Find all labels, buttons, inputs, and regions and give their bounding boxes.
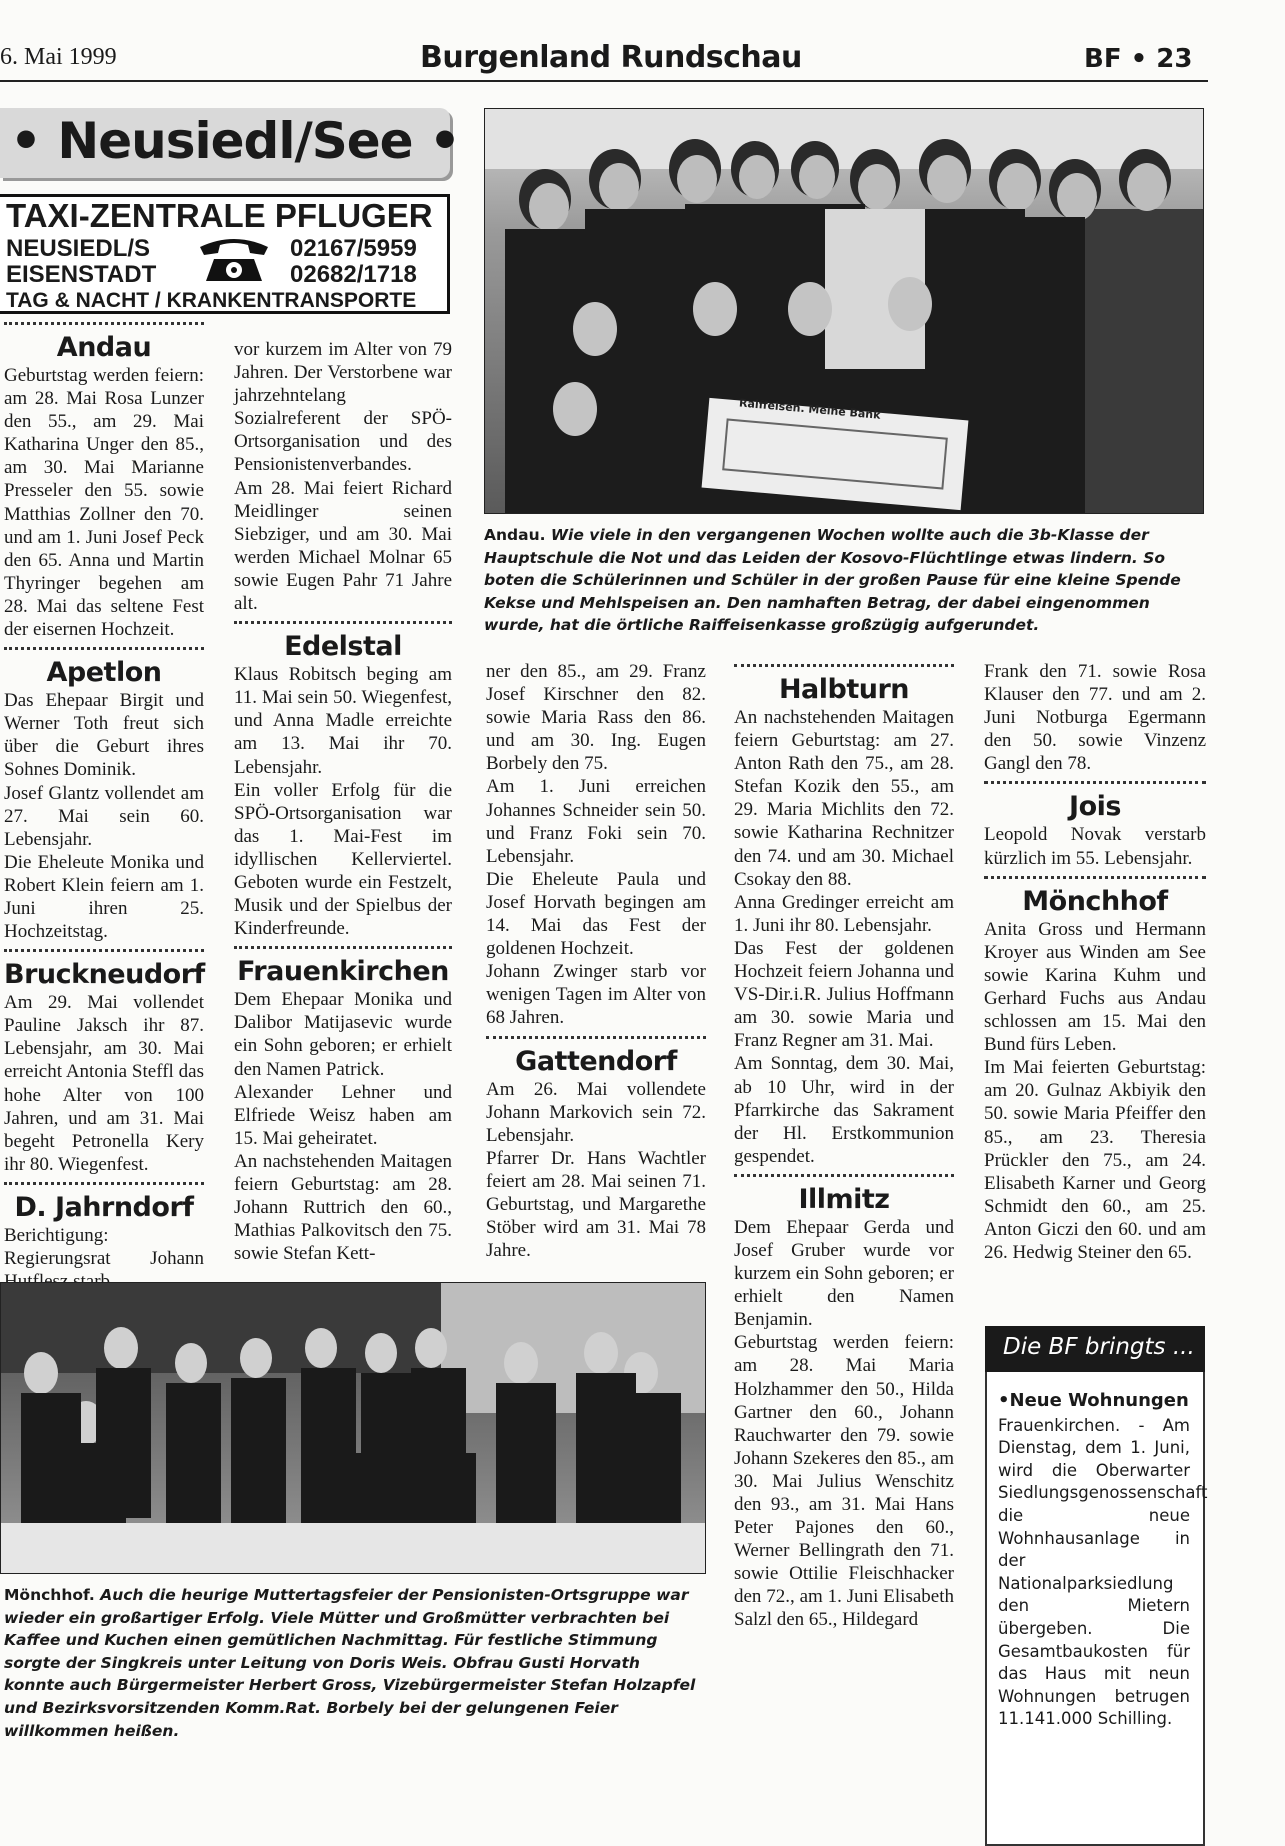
heading-frauenkirchen: Frauenkirchen [237, 956, 449, 988]
column-2 [234, 338, 452, 1265]
column-3 [486, 660, 706, 1262]
telephone-icon [196, 233, 272, 285]
divider [4, 647, 204, 650]
caption-andau [484, 524, 1206, 637]
caption-moenchhof [4, 1584, 704, 1742]
heading-bruckneudorf: Bruckneudorf [4, 959, 205, 991]
page-number: BF • 23 [1084, 44, 1193, 74]
ad-service-line: TAG & NACHT / KRANKENTRANSPORTE [6, 289, 417, 312]
photo-andau-class [484, 108, 1204, 514]
divider [734, 1174, 954, 1177]
heading-jois: Jois [1069, 791, 1121, 823]
divider [234, 621, 452, 624]
divider [234, 946, 452, 949]
photo-moenchhof-celebration [0, 1282, 706, 1574]
divider [984, 876, 1206, 879]
heading-apetlon: Apetlon [46, 657, 162, 689]
infobox-body [998, 1390, 1208, 1731]
ad-company-name: TAXI-ZENTRALE PFLUGER [6, 197, 433, 234]
text-gattendorf-2: Pfarrer Dr. Hans Wachtler feiert am 28. Mai seinen 71. Geburtstag, und Margarethe Stöber wird am 31. Mai 78 Jahre. [486, 1147, 706, 1262]
text-edelstal-1: Klaus Robitsch beging am 11. Mai sein 50. Wiegenfest, und Anna Madle erreichte am 13. Mai ihr 70. Lebensjahr. [234, 664, 452, 778]
text-d-jahrndorf: Berichtigung: Regierungsrat Johann [4, 1224, 204, 1269]
text-halbturn-3: Das Fest der goldenen Hochzeit feiern Johanna und VS-Dir.i.R. Julius Hoffmann am 30. sowie Maria und Franz Regner am 31. Mai. [734, 937, 954, 1052]
divider [486, 1036, 706, 1039]
header-rule [0, 80, 1208, 82]
text-frauenkirchen-1: Dem Ehepaar Monika und Dalibor Matijasevic wurde ein Sohn geboren; er erhielt den Namen Patrick. [234, 989, 452, 1080]
divider [984, 781, 1206, 784]
text-edelstal-2: Ein voller Erfolg für die SPÖ-Ortsorganisation war das 1. Mai-Fest im idyllischen Kellerviertel. Geboten wurde ein Festzelt, Musik und der Spielbus der Kinderfreunde. [234, 779, 452, 940]
check-bank-text: Raiffeisen. Meine Bank [738, 396, 882, 422]
column-4 [734, 660, 954, 1632]
ad-city-2: EISENSTADT [6, 261, 157, 288]
text-frauenkirchen-3: An nachstehenden Maitagen feiern Geburtstag: am 28. Johann Ruttrich den 60., Mathias Palkovitsch den 75. sowie Stefan Kett- [234, 1150, 452, 1265]
heading-gattendorf: Gattendorf [515, 1045, 677, 1077]
class-photo-illustration [485, 109, 1203, 513]
text-andau: Geburtstag werden feiern: am 28. Mai Rosa Lunzer den 55., am 29. Mai Katharina Unger den 85., am 30. Mai Marianne Presseler den 55. sowie Matthias Zollner den 70. und am 1. Juni Josef Peck den 65. Anna und Martin Thyringer begehen am 28. Mai das seltene Fest der eisernen Hochzeit. [4, 365, 204, 641]
text-illmitz-2: Geburtstag werden feiern: am 28. Mai Maria Holzhammer den 50., Hilda Gartner den 60., Johann Rauchwarter den 79. sowie Johann Szekeres den 85., am 30. Mai Julius Wenschitz den 93., am 31. Mai Hans Peter Pajones den 60., Werner Bellingrath den 71. sowie Ottilie Fleischhacker den 72., am 1. Juni Elisabeth Salzl den 65., Hildegard [734, 1332, 954, 1631]
text-moenchhof-2: Im Mai feierten Geburtstag: am 20. Gulnaz Akbiyik den 50. sowie Maria Pfeiffer den 85., am 23. Theresia Prückler den 75., am 24. Elisabeth Karner und Georg Schmidt den 60., am 25. Anton Giczi den 60. und am 26. Hedwig Steiner den 65. [984, 1057, 1206, 1263]
ad-city-1: NEUSIEDL/S [6, 235, 151, 262]
ad-phone-1: 02167/5959 [290, 235, 417, 262]
divider [4, 322, 204, 325]
text-frauenkirchen-4: Am 1. Juni erreichen Johannes Schneider sein 50. und Franz Foki sein 70. Lebensjahr. [486, 776, 706, 867]
text-halbturn-2: Anna Gredinger erreicht am 1. Juni ihr 80. Lebensjahr. [734, 891, 954, 936]
text-halbturn-1: An nachstehenden Maitagen feiern Geburtstag: am 27. Anton Rath den 75., am 28. Stefan Kozik den 55., am 29. Maria Michlits den 72. sowie Katharina Rechnitzer den 74. und am 30. Michael Csokay den 88. [734, 707, 954, 890]
heading-halbturn: Halbturn [778, 674, 910, 705]
caption-moenchhof-text: Auch die heurige Muttertagsfeier der Pensionisten-Ortsgruppe war wieder ein großartiger Erfolg. Viele Mütter und Großmütter verbrachten bei Kaffee und Kuchen einen gemütlichen Nachmittag. Für festliche Stimmung sorgte der Singkreis unter Leitung von Doris Weis. Obfrau Gusti Horvath konnte auch Bürgermeister Herbert Gross, Vizebürgermeister Stefan Holzapfel und Bezirksvorsitzenden Komm.Rat. Borbely bei der gelungenen Feier willkommen heißen. [4, 1586, 696, 1740]
text-apetlon-1: Das Ehepaar Birgit und Werner Toth freut sich über die Geburt ihres Sohnes Dominik. [4, 690, 204, 781]
divider [734, 664, 954, 667]
text-illmitz-cont: Frank den 71. sowie Rosa Klauser den 77. und am 2. Juni Notburga Egermann den 50. sowie Vinzenz Gangl den 78. [984, 661, 1206, 775]
text-frauenkirchen-5: Die Eheleute Paula und Josef Horvath begingen am 14. Mai das Fest der goldenen Hochzeit. [486, 868, 706, 960]
text-jahrndorf-cont: vor kurzem im Alter von 79 Jahren. Der Verstorbene war jahrzehntelang Sozialreferent der SPÖ-Ortsorganisation und des Pensionistenverbandes. [234, 339, 452, 476]
caption-moenchhof-lead: Mönchhof. [4, 1586, 95, 1604]
caption-andau-lead: Andau. [484, 526, 546, 544]
infobox-item-title: •Neue Wohnungen [998, 1390, 1189, 1411]
celebration-photo-illustration [1, 1283, 705, 1573]
text-moenchhof-1: Anita Gross und Hermann Kroyer aus Winden am See sowie Karina Kuhm und Gerhard Fuchs aus Andau schlossen am 15. Mai den Bund fürs Leben. [984, 918, 1206, 1056]
heading-moenchhof: Mönchhof [1022, 885, 1168, 917]
text-jois: Leopold Novak verstarb kürzlich im 55. Lebensjahr. [984, 824, 1206, 869]
taxi-advertisement [0, 194, 450, 314]
text-halbturn-4: Am Sonntag, dem 30. Mai, ab 10 Uhr, wird in der Pfarrkirche das Sakrament der Hl. Erstkommunion gespendet. [734, 1053, 954, 1167]
heading-andau: Andau [56, 332, 152, 363]
text-jahrndorf-birthdays: Am 28. Mai feiert Richard Meidlinger seinen Siebziger, und am 30. Mai werden Michael Molnar 65 sowie Eugen Pahr 71 Jahre alt. [234, 477, 452, 615]
text-apetlon-2: Josef Glantz vollendet am 27. Mai sein 60. Lebensjahr. [4, 782, 204, 850]
column-1 [4, 322, 204, 1293]
infobox-item-text: Frauenkirchen. - Am Dienstag, dem 1. Juni, wird die Oberwarter Siedlungsgenossenschaft die neue Wohnhausanlage in der Nationalparksiedlung den Mietern übergeben. Die Gesamtbaukosten für das Haus mit neun Wohnungen betrugen 11.141.000 Schilling. [998, 1415, 1208, 1729]
divider [4, 949, 204, 952]
heading-d-jahrndorf: D. Jahrndorf [14, 1191, 194, 1223]
text-frauenkirchen-6: Johann Zwinger starb vor wenigen Tagen im Alter von 68 Jahren. [486, 961, 706, 1029]
infobox-title: Die BF bringts ... [1003, 1334, 1195, 1360]
heading-edelstal: Edelstal [284, 631, 402, 663]
text-gattendorf-1: Am 26. Mai vollendete Johann Markovich sein 72. Lebensjahr. [486, 1078, 706, 1146]
heading-illmitz: Illmitz [798, 1183, 890, 1215]
text-frauenkirchen-2: Alexander Lehner und Elfriede Weisz haben am 15. Mai geheiratet. [234, 1081, 452, 1149]
ad-phone-2: 02682/1718 [290, 261, 417, 288]
text-illmitz-1: Dem Ehepaar Gerda und Josef Gruber wurde vor kurzem ein Sohn geboren; er erhielt den Namen Benjamin. [734, 1216, 954, 1331]
newspaper-title: Burgenland Rundschau [420, 40, 802, 75]
caption-andau-text: Wie viele in den vergangenen Wochen wollte auch die 3b-Klasse der Hauptschule die Not und das Leiden der Kosovo-Flüchtlinge etwas lindern. So boten die Schülerinnen und Schüler in der großen Pause für eine kleine Spende Kekse und Mehlspeisen an. Den namhaften Betrag, der dabei eingenommen wurde, hat die örtliche Raiffeisenkasse großzügig aufgerundet. [484, 526, 1181, 635]
divider [4, 1182, 204, 1185]
text-bruckneudorf: Am 29. Mai vollendet Pauline Jaksch ihr 87. Lebensjahr, am 30. Mai erreicht Antonia Steffl das hohe Alter von 100 Jahren, und am 31. Mai begeht Petronella Kery ihr 80. Wiegenfest. [4, 992, 204, 1175]
text-apetlon-3: Die Eheleute Monika und Robert Klein feiern am 1. Juni ihren 25. Hochzeitstag. [4, 851, 204, 943]
text-frauenkirchen-cont: ner den 85., am 29. Franz Josef Kirschner den 82. sowie Maria Rass den 86. und am 30. Ing. Eugen Borbely den 75. [486, 661, 706, 775]
region-title: • Neusiedl/See • [10, 112, 460, 170]
issue-date: 6. Mai 1999 [0, 44, 117, 70]
column-5 [984, 660, 1206, 1264]
